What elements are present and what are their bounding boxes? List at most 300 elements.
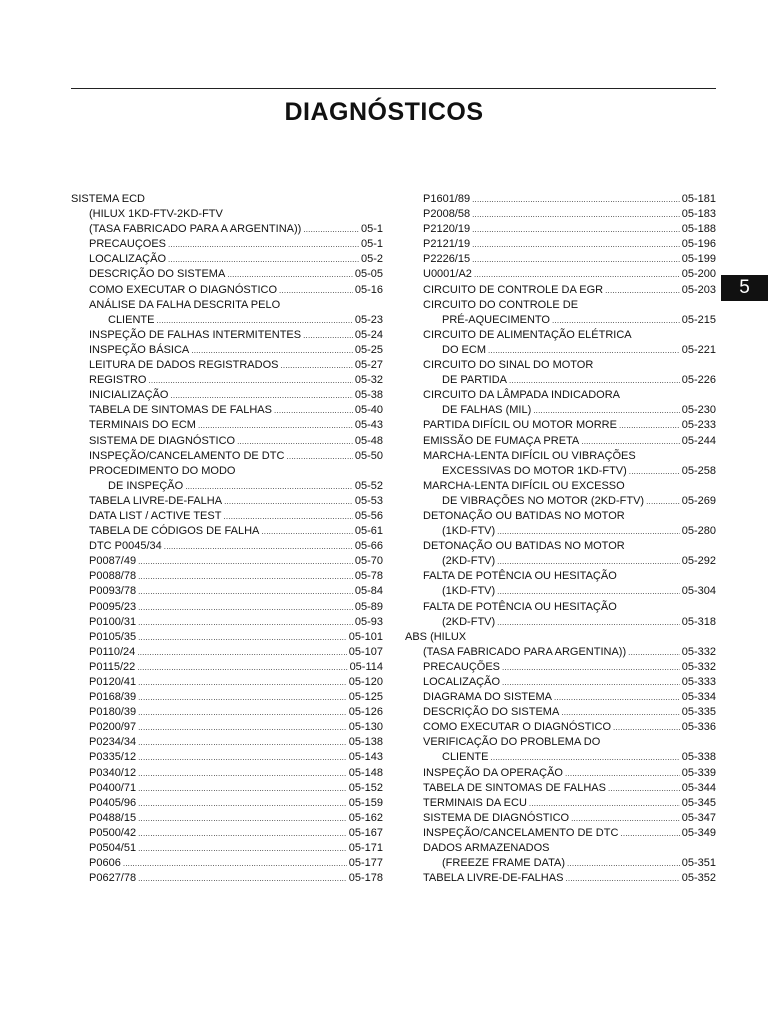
toc-leader-dots bbox=[502, 660, 680, 675]
toc-entry[interactable] bbox=[71, 298, 383, 313]
toc-entry-label: LEITURA DE DADOS REGISTRADOS bbox=[89, 359, 279, 372]
toc-leader-dots bbox=[198, 418, 353, 433]
toc-entry-label: PRECAUÇÕES bbox=[423, 660, 501, 673]
toc-leader-dots bbox=[581, 434, 679, 449]
toc-entry-label: MARCHA-LENTA DIFÍCIL OU EXCESSO bbox=[423, 479, 625, 492]
toc-leader-dots bbox=[137, 660, 347, 675]
toc-entry[interactable] bbox=[71, 494, 383, 509]
toc-entry-label: SISTEMA DE DIAGNÓSTICO bbox=[89, 434, 236, 447]
toc-entry[interactable] bbox=[405, 735, 716, 750]
toc-entry-label: (2KD-FTV) bbox=[442, 555, 496, 568]
toc-entry-page: 05-318 bbox=[681, 615, 716, 628]
toc-entry[interactable] bbox=[405, 252, 716, 267]
toc-entry[interactable] bbox=[405, 358, 716, 373]
toc-entry-label: CLIENTE bbox=[108, 313, 155, 326]
toc-entry-page: 05-230 bbox=[681, 404, 716, 417]
toc-entry-label: VERIFICAÇÃO DO PROBLEMA DO bbox=[423, 736, 601, 749]
toc-entry-label: P0340/12 bbox=[89, 766, 137, 779]
toc-leader-dots bbox=[237, 434, 353, 449]
toc-entry[interactable] bbox=[405, 207, 716, 222]
toc-entry-label: U0001/A2 bbox=[423, 268, 472, 281]
toc-leader-dots bbox=[138, 705, 347, 720]
toc-leader-dots bbox=[472, 222, 680, 237]
toc-entry-page: 05-244 bbox=[681, 434, 716, 447]
toc-leader-dots bbox=[138, 766, 347, 781]
toc-entry-label: TABELA DE SINTOMAS DE FALHAS bbox=[89, 404, 272, 417]
toc-entry-page: 05-258 bbox=[681, 464, 716, 477]
toc-leader-dots bbox=[138, 720, 347, 735]
toc-entry[interactable] bbox=[71, 766, 383, 781]
toc-entry[interactable] bbox=[405, 584, 716, 599]
toc-entry-label: (TASA FABRICADO PARA A ARGENTINA)) bbox=[89, 223, 302, 236]
toc-leader-dots bbox=[613, 720, 680, 735]
toc-entry-page: 05-16 bbox=[354, 283, 383, 296]
toc-entry-page: 05-70 bbox=[354, 555, 383, 568]
toc-entry[interactable] bbox=[71, 735, 383, 750]
toc-entry[interactable] bbox=[405, 539, 716, 554]
toc-entry[interactable] bbox=[405, 660, 716, 675]
toc-entry-label: DE FALHAS (MIL) bbox=[442, 404, 532, 417]
toc-leader-dots bbox=[138, 615, 353, 630]
toc-entry-page: 05-24 bbox=[354, 328, 383, 341]
toc-entry-page: 05-233 bbox=[681, 419, 716, 432]
toc-entry-label: ABS (HILUX bbox=[405, 630, 467, 643]
toc-entry[interactable] bbox=[405, 298, 716, 313]
toc-entry-label: ANÁLISE DA FALHA DESCRITA PELO bbox=[89, 298, 281, 311]
toc-leader-dots bbox=[529, 796, 680, 811]
toc-entry-page: 05-05 bbox=[354, 268, 383, 281]
toc-entry[interactable] bbox=[71, 237, 383, 252]
toc-entry-label: CIRCUITO DE CONTROLE DA EGR bbox=[423, 283, 604, 296]
toc-entry-page: 05-56 bbox=[354, 509, 383, 522]
toc-entry-label: SISTEMA ECD bbox=[71, 193, 145, 205]
toc-entry-label: INSPEÇÃO/CANCELAMENTO DE DTC bbox=[89, 449, 285, 462]
toc-entry[interactable] bbox=[71, 705, 383, 720]
toc-entry-page: 05-332 bbox=[681, 660, 716, 673]
toc-entry[interactable] bbox=[405, 373, 716, 388]
toc-entry-label: TABELA LIVRE-DE-FALHAS bbox=[423, 872, 564, 885]
toc-entry[interactable] bbox=[71, 796, 383, 811]
toc-entry-label: P0200/97 bbox=[89, 721, 137, 734]
toc-leader-dots bbox=[567, 856, 680, 871]
toc-leader-dots bbox=[280, 358, 352, 373]
toc-entry[interactable] bbox=[405, 449, 716, 464]
toc-entry[interactable] bbox=[405, 871, 716, 886]
toc-entry[interactable] bbox=[405, 675, 716, 690]
toc-entry-label: P0335/12 bbox=[89, 751, 137, 764]
toc-entry-label: DE INSPEÇÃO bbox=[108, 479, 184, 492]
toc-entry[interactable] bbox=[71, 826, 383, 841]
toc-leader-dots bbox=[497, 615, 680, 630]
toc-entry-page: 05-196 bbox=[681, 238, 716, 251]
toc-entry-page: 05-339 bbox=[681, 766, 716, 779]
toc-entry[interactable] bbox=[405, 267, 716, 282]
toc-leader-dots bbox=[138, 675, 347, 690]
toc-entry-page: 05-53 bbox=[354, 494, 383, 507]
toc-entry-page: 05-171 bbox=[348, 842, 383, 855]
toc-leader-dots bbox=[620, 826, 679, 841]
toc-entry-page: 05-162 bbox=[348, 811, 383, 824]
toc-entry[interactable] bbox=[71, 479, 383, 494]
toc-leader-dots bbox=[224, 494, 353, 509]
toc-entry[interactable] bbox=[71, 207, 383, 222]
toc-leader-dots bbox=[533, 403, 679, 418]
toc-entry[interactable] bbox=[405, 313, 716, 328]
toc-leader-dots bbox=[164, 539, 353, 554]
toc-entry-page: 05-345 bbox=[681, 796, 716, 809]
toc-entry[interactable] bbox=[405, 811, 716, 826]
toc-entry-page: 05-1 bbox=[360, 223, 383, 236]
toc-leader-dots bbox=[261, 524, 353, 539]
toc-entry[interactable] bbox=[71, 630, 383, 645]
toc-entry-label: PARTIDA DIFÍCIL OU MOTOR MORRE bbox=[423, 419, 617, 432]
toc-entry-label: INSPEÇÃO BÁSICA bbox=[89, 343, 190, 356]
toc-entry[interactable] bbox=[405, 464, 716, 479]
toc-entry[interactable] bbox=[405, 388, 716, 403]
toc-leader-dots bbox=[168, 237, 359, 252]
toc-entry[interactable] bbox=[405, 766, 716, 781]
toc-entry-label: P0500/42 bbox=[89, 826, 137, 839]
toc-entry-page: 05-349 bbox=[681, 826, 716, 839]
toc-entry[interactable] bbox=[71, 222, 383, 237]
toc-entry-label: EXCESSIVAS DO MOTOR 1KD-FTV) bbox=[442, 464, 627, 477]
toc-entry-page: 05-1 bbox=[360, 238, 383, 251]
toc-entry[interactable] bbox=[71, 539, 383, 554]
toc-entry-page: 05-101 bbox=[348, 630, 383, 643]
toc-entry[interactable] bbox=[405, 630, 716, 645]
toc-entry[interactable] bbox=[71, 373, 383, 388]
toc-entry[interactable] bbox=[71, 524, 383, 539]
toc-entry-page: 05-167 bbox=[348, 826, 383, 839]
toc-entry-label: DIAGRAMA DO SISTEMA bbox=[423, 691, 552, 704]
toc-leader-dots bbox=[605, 283, 680, 298]
toc-entry[interactable] bbox=[405, 569, 716, 584]
toc-entry[interactable] bbox=[71, 313, 383, 328]
toc-entry[interactable] bbox=[71, 328, 383, 343]
toc-entry-page: 05-148 bbox=[348, 766, 383, 779]
toc-leader-dots bbox=[497, 554, 680, 569]
toc-entry-page: 05-40 bbox=[354, 404, 383, 417]
toc-leader-dots bbox=[571, 811, 680, 826]
toc-entry[interactable] bbox=[71, 569, 383, 584]
toc-entry-page: 05-138 bbox=[348, 736, 383, 749]
toc-entry[interactable] bbox=[405, 841, 716, 856]
section-tab[interactable]: 5 bbox=[721, 275, 768, 301]
toc-entry[interactable] bbox=[405, 343, 716, 358]
toc-entry[interactable] bbox=[71, 645, 383, 660]
toc-entry[interactable] bbox=[405, 856, 716, 871]
toc-entry-page: 05-25 bbox=[354, 343, 383, 356]
toc-entry[interactable] bbox=[71, 358, 383, 373]
toc-entry[interactable] bbox=[405, 720, 716, 735]
toc-entry-label: TABELA LIVRE-DE-FALHA bbox=[89, 494, 223, 507]
toc-entry[interactable] bbox=[405, 222, 716, 237]
toc-entry[interactable] bbox=[71, 690, 383, 705]
toc-entry-label: P0606 bbox=[89, 857, 121, 870]
toc-leader-dots bbox=[123, 856, 347, 871]
toc-entry[interactable] bbox=[71, 418, 383, 433]
toc-entry-page: 05-93 bbox=[354, 615, 383, 628]
toc-entry[interactable] bbox=[405, 494, 716, 509]
toc-entry[interactable] bbox=[71, 283, 383, 298]
toc-leader-dots bbox=[223, 509, 352, 524]
toc-leader-dots bbox=[497, 584, 680, 599]
toc-entry-label: INSPEÇÃO/CANCELAMENTO DE DTC bbox=[423, 826, 619, 839]
toc-leader-dots bbox=[274, 403, 353, 418]
toc-entry[interactable] bbox=[71, 584, 383, 599]
toc-entry[interactable] bbox=[405, 479, 716, 494]
toc-entry[interactable] bbox=[71, 660, 383, 675]
toc-entry-label: P0088/78 bbox=[89, 570, 137, 583]
toc-entry-label: P0504/51 bbox=[89, 842, 137, 855]
toc-entry-label: DADOS ARMAZENADOS bbox=[423, 842, 550, 855]
toc-leader-dots bbox=[137, 645, 346, 660]
toc-entry-label: COMO EXECUTAR O DIAGNÓSTICO bbox=[89, 283, 278, 296]
toc-entry[interactable] bbox=[405, 826, 716, 841]
toc-leader-dots bbox=[629, 464, 680, 479]
toc-entry-page: 05-347 bbox=[681, 811, 716, 824]
toc-entry[interactable] bbox=[405, 403, 716, 418]
toc-entry[interactable] bbox=[405, 524, 716, 539]
toc-entry[interactable] bbox=[405, 781, 716, 796]
toc-leader-dots bbox=[138, 690, 347, 705]
toc-entry-page: 05-126 bbox=[348, 706, 383, 719]
toc-entry-label: PROCEDIMENTO DO MODO bbox=[89, 464, 236, 477]
toc-entry-page: 05-50 bbox=[354, 449, 383, 462]
toc-entry-label: TERMINAIS DO ECM bbox=[89, 419, 196, 432]
toc-entry[interactable] bbox=[405, 750, 716, 765]
toc-entry-page: 05-78 bbox=[354, 570, 383, 583]
toc-entry-page: 05-178 bbox=[348, 872, 383, 885]
toc-entry-page: 05-61 bbox=[354, 525, 383, 538]
toc-entry[interactable] bbox=[405, 796, 716, 811]
toc-leader-dots bbox=[191, 343, 353, 358]
toc-leader-dots bbox=[565, 871, 679, 886]
toc-entry[interactable] bbox=[405, 237, 716, 252]
toc-entry-label: CIRCUITO DO CONTROLE DE bbox=[423, 298, 579, 311]
toc-entry-page: 05-130 bbox=[348, 721, 383, 734]
toc-entry-page: 05-143 bbox=[348, 751, 383, 764]
toc-entry-label: TABELA DE SINTOMAS DE FALHAS bbox=[423, 781, 606, 794]
toc-entry[interactable] bbox=[71, 811, 383, 826]
toc-entry-page: 05-177 bbox=[348, 857, 383, 870]
toc-entry[interactable] bbox=[405, 600, 716, 615]
toc-entry-page: 05-280 bbox=[681, 525, 716, 538]
toc-entry[interactable] bbox=[71, 781, 383, 796]
toc-leader-dots bbox=[227, 267, 353, 282]
toc-entry-page: 05-203 bbox=[681, 283, 716, 296]
toc-entry-page: 05-200 bbox=[681, 268, 716, 281]
toc-leader-dots bbox=[646, 494, 680, 509]
toc-entry-label: CIRCUITO DA LÂMPADA INDICADORA bbox=[423, 389, 621, 402]
toc-entry[interactable] bbox=[405, 283, 716, 298]
toc-entry[interactable] bbox=[71, 841, 383, 856]
toc-leader-dots bbox=[138, 750, 347, 765]
toc-entry-label: LOCALIZAÇÃO bbox=[423, 676, 501, 688]
toc-leader-dots bbox=[303, 222, 359, 237]
toc-entry-page: 05-226 bbox=[681, 374, 716, 387]
toc-leader-dots bbox=[472, 207, 680, 222]
toc-entry[interactable] bbox=[405, 328, 716, 343]
toc-entry[interactable] bbox=[71, 464, 383, 479]
toc-entry-label: P0115/22 bbox=[89, 660, 136, 673]
toc-entry-label: P2120/19 bbox=[423, 223, 471, 236]
toc-entry-page: 05-84 bbox=[354, 585, 383, 598]
toc-leader-dots bbox=[286, 449, 352, 464]
toc-entry-label: P2008/58 bbox=[423, 208, 471, 221]
toc-entry-label: DATA LIST / ACTIVE TEST bbox=[89, 509, 222, 522]
toc-entry[interactable] bbox=[405, 418, 716, 433]
toc-entry[interactable] bbox=[71, 720, 383, 735]
toc-leader-dots bbox=[474, 267, 680, 282]
toc-entry-label: P0400/71 bbox=[89, 781, 137, 794]
toc-entry-label: (1KD-FTV) bbox=[442, 585, 496, 598]
toc-entry-page: 05-221 bbox=[681, 343, 716, 356]
toc-entry-label: PRÉ-AQUECIMENTO bbox=[442, 313, 550, 326]
toc-entry[interactable] bbox=[71, 856, 383, 871]
toc-entry-label: DETONAÇÃO OU BATIDAS NO MOTOR bbox=[423, 540, 625, 553]
toc-entry-label: (2KD-FTV) bbox=[442, 615, 496, 628]
toc-leader-dots bbox=[502, 675, 680, 690]
toc-entry-label: LOCALIZAÇÃO bbox=[89, 253, 167, 266]
toc-entry[interactable] bbox=[71, 675, 383, 690]
toc-leader-dots bbox=[554, 690, 680, 705]
toc-entry-page: 05-23 bbox=[354, 313, 383, 326]
toc-entry-page: 05-292 bbox=[681, 555, 716, 568]
toc-entry-label: (FREEZE FRAME DATA) bbox=[442, 857, 566, 870]
toc-entry-page: 05-334 bbox=[681, 691, 716, 704]
toc-entry-label: P0168/39 bbox=[89, 691, 137, 704]
toc-entry-page: 05-199 bbox=[681, 253, 716, 266]
toc-entry-label: INSPEÇÃO DA OPERAÇÃO bbox=[423, 766, 563, 779]
toc-leader-dots bbox=[509, 373, 680, 388]
toc-leader-dots bbox=[472, 237, 680, 252]
toc-leader-dots bbox=[138, 841, 347, 856]
toc-entry[interactable] bbox=[405, 509, 716, 524]
toc-entry[interactable] bbox=[71, 554, 383, 569]
toc-entry-label: P0087/49 bbox=[89, 555, 137, 568]
toc-entry-label: CLIENTE bbox=[442, 751, 489, 764]
toc-entry-label: EMISSÃO DE FUMAÇA PRETA bbox=[423, 434, 580, 447]
toc-leader-dots bbox=[138, 871, 347, 886]
toc-entry[interactable] bbox=[71, 449, 383, 464]
toc-leader-dots bbox=[138, 796, 347, 811]
page-title: DIAGNÓSTICOS bbox=[284, 98, 484, 126]
toc-entry-label: P0180/39 bbox=[89, 706, 137, 719]
toc-entry[interactable] bbox=[405, 690, 716, 705]
toc-leader-dots bbox=[138, 600, 353, 615]
toc-entry-label: INICIALIZAÇÃO bbox=[89, 389, 169, 402]
toc-entry-label: DE VIBRAÇÕES NO MOTOR (2KD-FTV) bbox=[442, 494, 645, 507]
toc-leader-dots bbox=[148, 373, 352, 388]
toc-entry[interactable] bbox=[405, 554, 716, 569]
toc-entry-label: P1601/89 bbox=[423, 193, 471, 205]
toc-entry[interactable] bbox=[405, 645, 716, 660]
toc-entry-page: 05-32 bbox=[354, 374, 383, 387]
toc-entry[interactable] bbox=[405, 192, 716, 207]
toc-entry[interactable] bbox=[71, 509, 383, 524]
toc-leader-dots bbox=[619, 418, 680, 433]
toc-leader-dots bbox=[156, 313, 352, 328]
toc-entry-page: 05-27 bbox=[354, 359, 383, 372]
toc-leader-dots bbox=[472, 252, 680, 267]
toc-entry[interactable] bbox=[71, 750, 383, 765]
toc-entry-label: P0120/41 bbox=[89, 676, 137, 688]
toc-entry[interactable] bbox=[405, 705, 716, 720]
toc-entry-page: 05-304 bbox=[681, 585, 716, 598]
toc-entry-label: P0105/35 bbox=[89, 630, 137, 643]
toc-entry-page: 05-43 bbox=[354, 419, 383, 432]
toc-entry-page: 05-52 bbox=[354, 479, 383, 492]
toc-entry-page: 05-332 bbox=[681, 645, 716, 658]
toc-leader-dots bbox=[138, 781, 347, 796]
toc-entry-label: FALTA DE POTÊNCIA OU HESITAÇÃO bbox=[423, 570, 617, 583]
toc-entry[interactable] bbox=[71, 403, 383, 418]
toc-leader-dots bbox=[279, 283, 353, 298]
toc-entry[interactable] bbox=[71, 192, 383, 207]
toc-entry[interactable] bbox=[71, 252, 383, 267]
toc-entry[interactable] bbox=[71, 267, 383, 282]
toc-entry-label: P0110/24 bbox=[89, 645, 136, 658]
toc-entry-label: REGISTRO bbox=[89, 374, 147, 387]
toc-leader-dots bbox=[628, 645, 680, 660]
toc-entry[interactable] bbox=[71, 434, 383, 449]
toc-entry-label: TERMINAIS DA ECU bbox=[423, 796, 527, 809]
toc-entry-label: CIRCUITO DE ALIMENTAÇÃO ELÉTRICA bbox=[423, 328, 632, 341]
toc-leader-dots bbox=[138, 826, 347, 841]
toc-entry-page: 05-188 bbox=[681, 223, 716, 236]
toc-entry-page: 05-125 bbox=[348, 691, 383, 704]
toc-entry-page: 05-333 bbox=[681, 676, 716, 688]
toc-leader-dots bbox=[138, 584, 353, 599]
toc-entry-label: DTC P0045/34 bbox=[89, 540, 162, 553]
toc-leader-dots bbox=[561, 705, 679, 720]
toc-entry[interactable] bbox=[71, 343, 383, 358]
toc-entry-label: (HILUX 1KD-FTV-2KD-FTV bbox=[89, 208, 223, 221]
toc-entry-label: COMO EXECUTAR O DIAGNÓSTICO bbox=[423, 721, 612, 734]
toc-column-right bbox=[405, 192, 716, 886]
toc-leader-dots bbox=[185, 479, 353, 494]
toc-entry-label: (1KD-FTV) bbox=[442, 525, 496, 538]
toc-column-left bbox=[71, 192, 383, 886]
toc-entry-page: 05-344 bbox=[681, 781, 716, 794]
toc-entry[interactable] bbox=[71, 871, 383, 886]
toc-entry[interactable] bbox=[71, 615, 383, 630]
header-rule bbox=[71, 88, 716, 89]
toc-entry-page: 05-2 bbox=[360, 253, 383, 266]
toc-entry[interactable] bbox=[405, 615, 716, 630]
toc-leader-dots bbox=[497, 524, 680, 539]
toc-entry-label: DESCRIÇÃO DO SISTEMA bbox=[89, 268, 226, 281]
toc-entry-page: 05-114 bbox=[349, 660, 383, 673]
toc-entry-label: TABELA DE CÓDIGOS DE FALHA bbox=[89, 525, 260, 538]
toc-entry[interactable] bbox=[71, 600, 383, 615]
toc-entry-label: P0627/78 bbox=[89, 872, 137, 885]
toc-entry[interactable] bbox=[71, 388, 383, 403]
toc-entry-label: P0488/15 bbox=[89, 811, 137, 824]
toc-entry-label: DO ECM bbox=[442, 343, 486, 356]
toc-entry-page: 05-181 bbox=[681, 193, 716, 205]
toc-leader-dots bbox=[552, 313, 680, 328]
toc-entry-page: 05-269 bbox=[681, 494, 716, 507]
toc-entry-page: 05-159 bbox=[348, 796, 383, 809]
toc-leader-dots bbox=[138, 554, 353, 569]
toc-entry[interactable] bbox=[405, 434, 716, 449]
toc-entry-page: 05-120 bbox=[348, 676, 383, 688]
toc-leader-dots bbox=[608, 781, 680, 796]
toc-entry-page: 05-38 bbox=[354, 389, 383, 402]
toc-leader-dots bbox=[472, 192, 680, 207]
